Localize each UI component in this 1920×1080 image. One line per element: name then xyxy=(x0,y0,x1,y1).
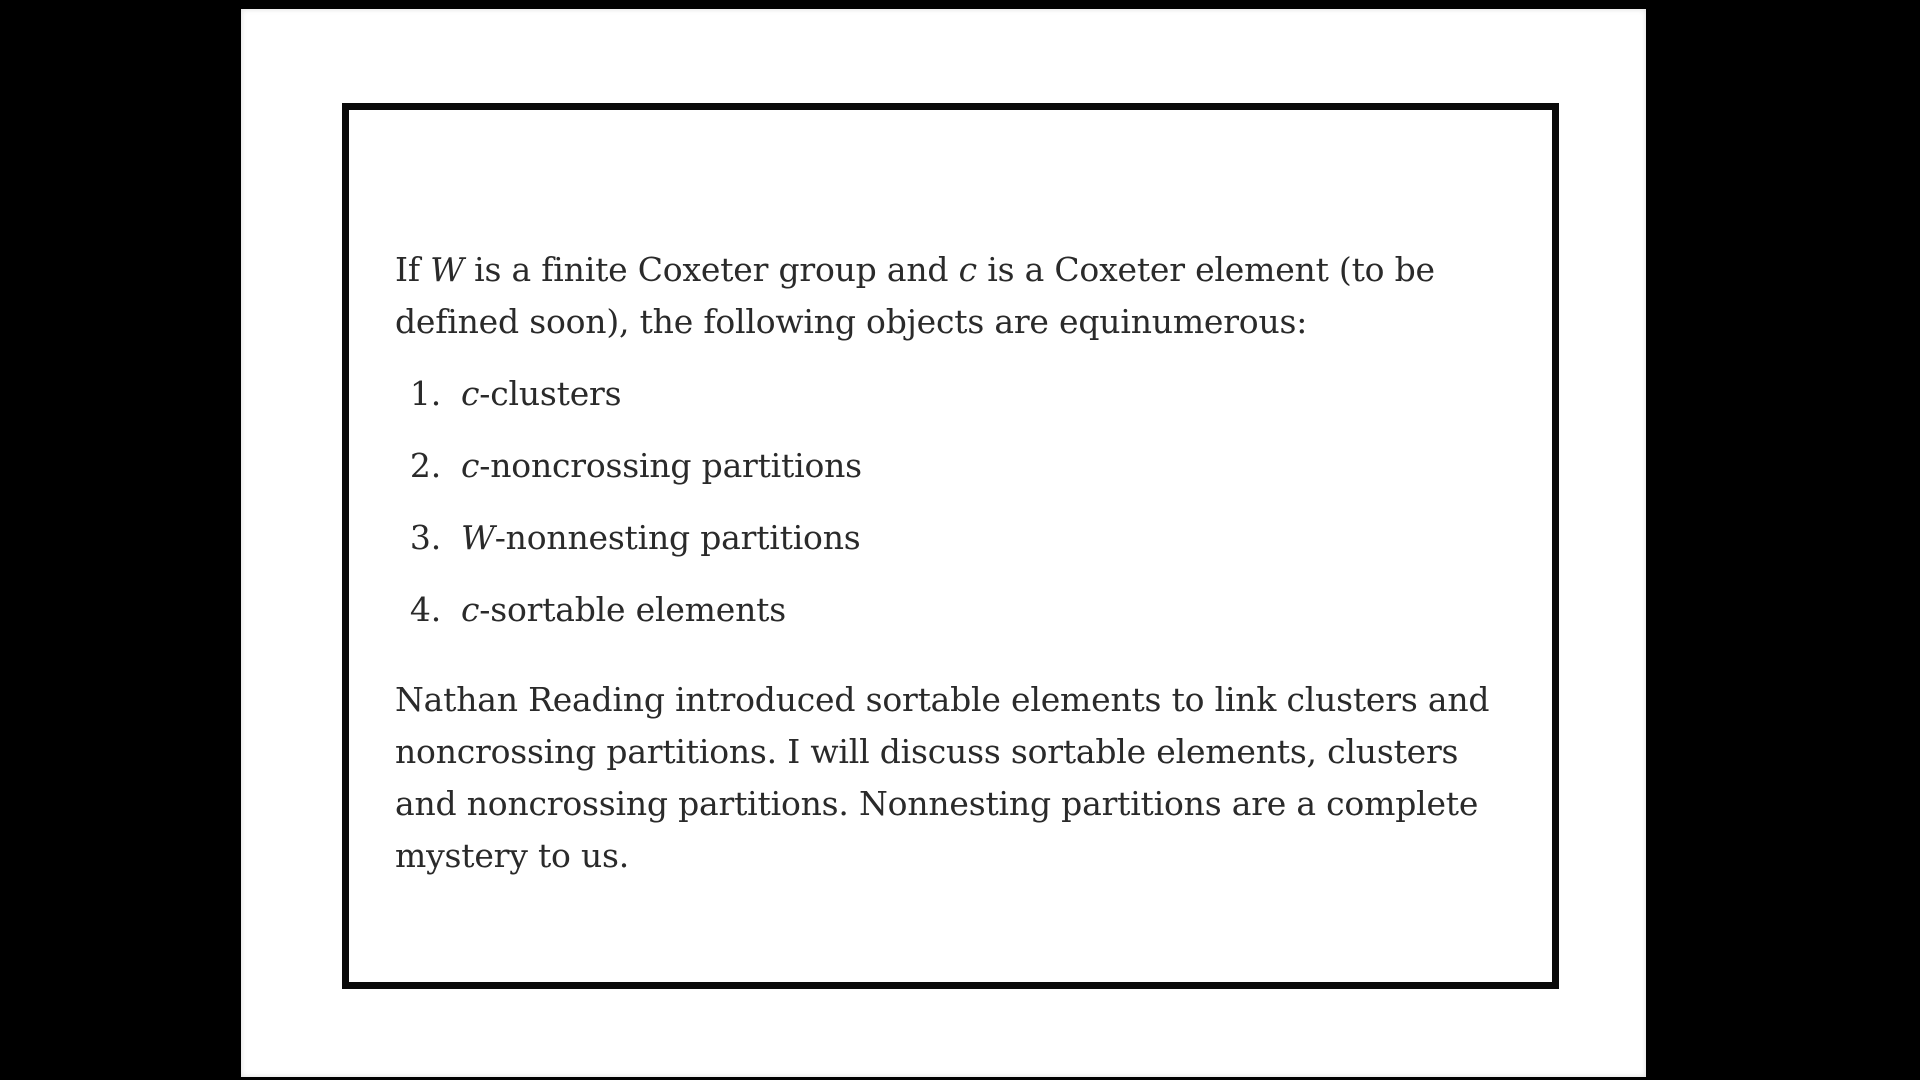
list-item-variable: c xyxy=(461,590,480,629)
intro-paragraph xyxy=(395,244,1525,348)
slide xyxy=(241,9,1646,1077)
list-item-label xyxy=(461,512,861,564)
list-item-label xyxy=(461,440,862,492)
list-item-label xyxy=(461,584,786,636)
list-item-variable: W xyxy=(461,518,495,557)
object-list xyxy=(395,368,1525,656)
intro-text-1: If xyxy=(395,250,431,289)
list-item xyxy=(395,440,1525,512)
list-item-number: 2. xyxy=(409,446,441,485)
list-item xyxy=(395,368,1525,440)
intro-text-3: is a Coxeter element (to be defined soon), the following objects are equinumerous: xyxy=(395,250,1435,341)
list-item xyxy=(395,512,1525,584)
list-item-number: 1. xyxy=(409,374,441,413)
list-item-text: -noncrossing partitions xyxy=(479,446,862,485)
variable-c: c xyxy=(958,250,977,289)
variable-w: W xyxy=(430,250,464,289)
list-item-variable: c xyxy=(461,446,480,485)
list-item xyxy=(395,584,1525,656)
list-item-text: -sortable elements xyxy=(479,590,786,629)
list-item-label xyxy=(461,368,621,420)
slide-frame xyxy=(342,103,1559,989)
list-item-text: -nonnesting partitions xyxy=(494,518,861,557)
list-item-number: 4. xyxy=(409,590,441,629)
closing-paragraph: Nathan Reading introduced sortable elements to link clusters and noncrossing partitions. I will discuss sortable elements, clusters and noncrossing partitions. Nonnesting partitions are a complete mystery to us. xyxy=(395,680,1490,875)
list-item-number: 3. xyxy=(409,518,441,557)
list-item-text: -clusters xyxy=(479,374,622,413)
slide-content xyxy=(395,244,1525,882)
list-item-variable: c xyxy=(461,374,480,413)
intro-text-2: is a finite Coxeter group and xyxy=(463,250,959,289)
